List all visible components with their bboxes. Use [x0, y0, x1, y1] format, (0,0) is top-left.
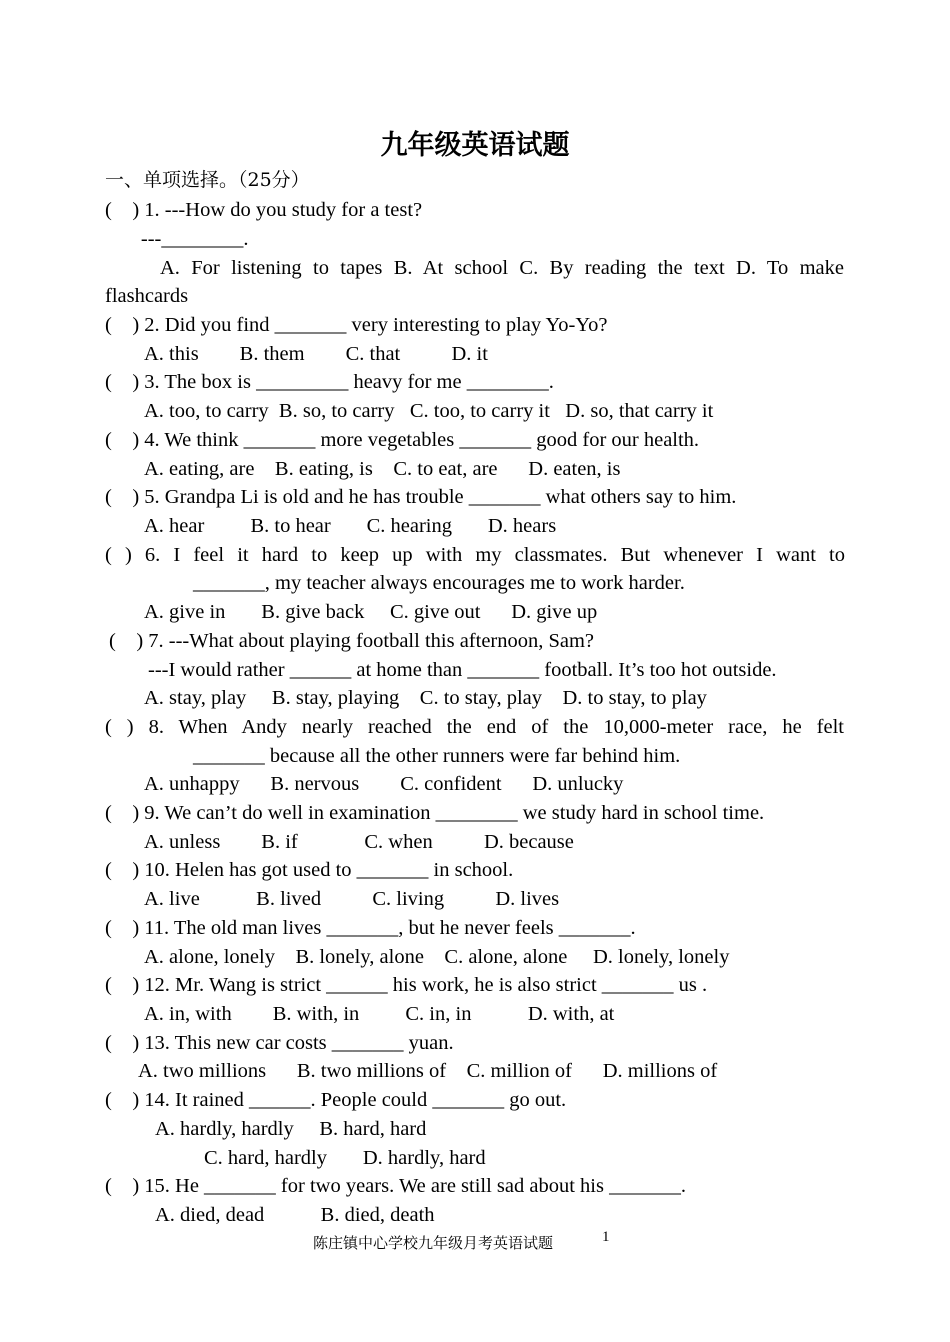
question-12-stem: ( ) 12. Mr. Wang is strict ______ his work, he is also strict _______ us .: [105, 974, 708, 996]
question-13-options: A. two millions B. two millions of C. million of D. millions of: [138, 1060, 718, 1082]
question-7-options: A. stay, play B. stay, playing C. to stay, play D. to stay, to play: [144, 687, 707, 709]
question-4-options: A. eating, are B. eating, is C. to eat, are D. eaten, is: [144, 458, 621, 480]
question-6-stem-cont: _______, my teacher always encourages me to work harder.: [193, 572, 685, 594]
question-5-options: A. hear B. to hear C. hearing D. hears: [144, 515, 557, 537]
question-9-options: A. unless B. if C. when D. because: [144, 831, 574, 853]
question-6-stem: ( ) 6. I feel it hard to keep up with my classmates. But whenever I want to: [105, 544, 845, 566]
question-11-options: A. alone, lonely B. lonely, alone C. alone, alone D. lonely, lonely: [144, 946, 730, 968]
question-6-options: A. give in B. give back C. give out D. give up: [144, 601, 598, 623]
question-14-options-ab: A. hardly, hardly B. hard, hard: [155, 1118, 427, 1140]
question-10-options: A. live B. lived C. living D. lives: [144, 888, 560, 910]
question-3-options: A. too, to carry B. so, to carry C. too, to carry it D. so, that carry it: [144, 400, 714, 422]
question-1-options: A. For listening to tapes B. At school C. By reading the text D. To make: [160, 257, 844, 279]
question-14-stem: ( ) 14. It rained ______. People could _______ go out.: [105, 1089, 567, 1111]
question-2-options: A. this B. them C. that D. it: [144, 343, 488, 365]
page-number: 1: [602, 1229, 610, 1245]
question-4-stem: ( ) 4. We think _______ more vegetables _______ good for our health.: [105, 429, 700, 451]
question-14-options-cd: C. hard, hardly D. hardly, hard: [204, 1147, 486, 1169]
question-8-stem: ( ) 8. When Andy nearly reached the end of the 10,000-meter race, he felt: [105, 716, 844, 738]
question-15-options: A. died, dead B. died, death: [155, 1204, 435, 1226]
question-11-stem: ( ) 11. The old man lives _______, but he never feels _______.: [105, 917, 636, 939]
page-title: 九年级英语试题: [380, 130, 570, 161]
question-15-stem: ( ) 15. He _______ for two years. We are still sad about his _______.: [105, 1175, 686, 1197]
footer-text: 陈庄镇中心学校九年级月考英语试题: [313, 1234, 554, 1252]
question-9-stem: ( ) 9. We can’t do well in examination ________ we study hard in school time.: [105, 802, 765, 824]
question-8-options: A. unhappy B. nervous C. confident D. unlucky: [144, 773, 624, 795]
question-1-blank: ---________.: [105, 228, 249, 250]
question-2-stem: ( ) 2. Did you find _______ very interesting to play Yo-Yo?: [105, 314, 608, 336]
question-10-stem: ( ) 10. Helen has got used to _______ in school.: [105, 859, 514, 881]
question-8-stem-cont: _______ because all the other runners were far behind him.: [193, 745, 681, 767]
question-3-stem: ( ) 3. The box is _________ heavy for me ________.: [105, 371, 554, 393]
question-1-options-cont: flashcards: [105, 285, 189, 307]
question-1-stem: ( ) 1. ---How do you study for a test?: [105, 199, 423, 221]
question-7-stem: ( ) 7. ---What about playing football this afternoon, Sam?: [109, 630, 595, 652]
section-heading: 一、单项选择。（25分）: [105, 169, 310, 191]
question-12-options: A. in, with B. with, in C. in, in D. with, at: [144, 1003, 615, 1025]
question-5-stem: ( ) 5. Grandpa Li is old and he has trouble _______ what others say to him.: [105, 486, 737, 508]
question-13-stem: ( ) 13. This new car costs _______ yuan.: [105, 1032, 454, 1054]
question-7-reply: ---I would rather ______ at home than _______ football. It’s too hot outside.: [148, 659, 777, 681]
